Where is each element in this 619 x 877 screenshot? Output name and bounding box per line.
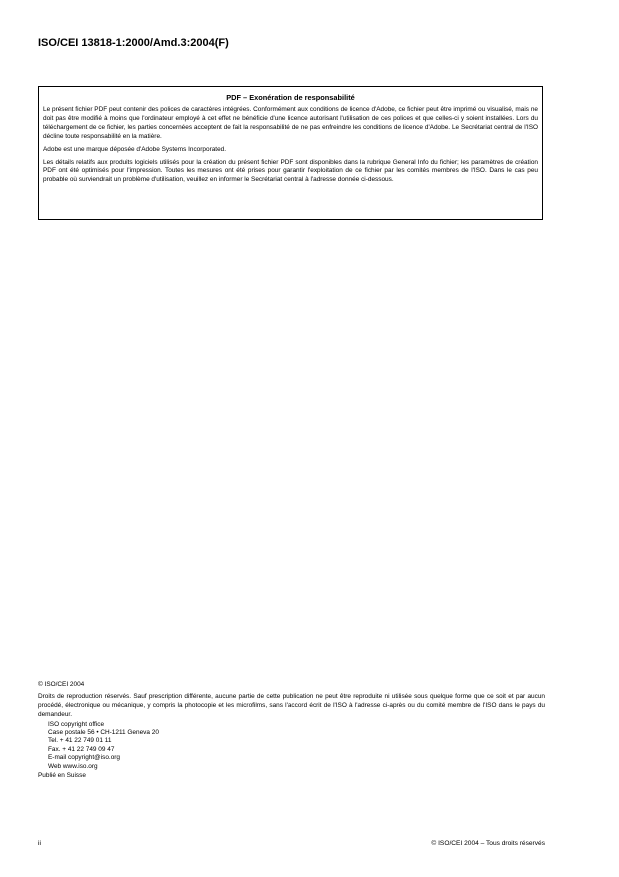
address-tel: Tel. + 41 22 749 01 11 bbox=[48, 737, 112, 745]
published-in: Publié en Suisse bbox=[38, 772, 86, 780]
pdf-disclaimer-box bbox=[38, 86, 543, 220]
disclaimer-paragraph-trademark: Adobe est une marque déposée d'Adobe Systems Incorporated. bbox=[43, 145, 227, 153]
disclaimer-title: PDF – Exonération de responsabilité bbox=[226, 93, 355, 102]
document-id-header: ISO/CEI 13818-1:2000/Amd.3:2004(F) bbox=[38, 37, 229, 49]
copyright-line: © ISO/CEI 2004 bbox=[38, 681, 85, 688]
disclaimer-paragraph-details: Les détails relatifs aux produits logiciels utilisés pour la création du présent fichier PDF sont disponibles dans la rubrique General Info du fichier; les paramètres de création PDF ont été optimisés pour l'impression. Toutes les mesures ont été prises pour garantir l'exploitation de ce fichier par les comités membres de l'ISO. Dans le cas peu probable où surviendrait un problème d'utilisation, veuillez en informer le Secrétariat central à l'adresse donnée ci-dessous. bbox=[43, 158, 538, 184]
address-fax: Fax. + 41 22 749 09 47 bbox=[48, 745, 115, 753]
iso-address bbox=[48, 721, 545, 771]
disclaimer-paragraph-fonts: Le présent fichier PDF peut contenir des polices de caractères intégrées. Conformément aux conditions de licence d'Adobe, ce fichier peut être imprimé ou visualisé, mais ne doit pas être modifié à moins que l'ordinateur employé à cet effet ne bénéficie d'une licence autorisant l'utilisation de ces polices et que celles-ci y soient installées. Lors du téléchargement de ce fichier, les parties concernées acceptent de fait la responsabilité de ne pas enfreindre les conditions de licence d'Adobe. Le Secrétariat central de l'ISO décline toute responsabilité en la matière. bbox=[43, 106, 538, 140]
address-web: Web www.iso.org bbox=[48, 762, 98, 770]
footer-copyright: © ISO/CEI 2004 – Tous droits réservés bbox=[431, 840, 545, 847]
page-number: ii bbox=[38, 840, 41, 847]
address-email: E-mail copyright@iso.org bbox=[48, 754, 121, 762]
address-postal: Case postale 56 • CH-1211 Geneva 20 bbox=[48, 729, 159, 737]
address-office: ISO copyright office bbox=[48, 720, 105, 728]
copyright-block bbox=[38, 681, 545, 781]
rights-text: Droits de reproduction réservés. Sauf prescription différente, aucune partie de cette publication ne peut être reproduite ni utilisée sous quelque forme que ce soit et par aucun procédé, électronique ou mécanique, y compris la photocopie et les microfilms, sans l'accord écrit de l'ISO à l'adresse ci-après ou du comité membre de l'ISO dans le pays du demandeur. bbox=[38, 692, 545, 718]
